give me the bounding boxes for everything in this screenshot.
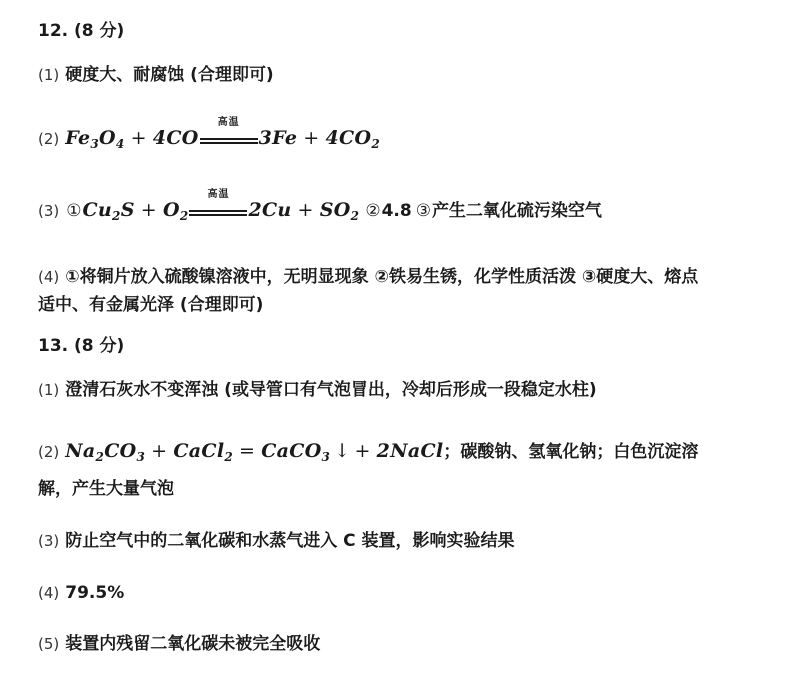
symbol-co: CO xyxy=(104,440,137,462)
mass-value: 4.8 xyxy=(381,201,412,221)
condition-label: 高温 xyxy=(217,117,240,128)
question-12-heading: 12. (8 分) xyxy=(38,21,125,41)
symbol-o: O xyxy=(99,127,116,149)
subscript: 2 xyxy=(179,209,189,223)
subscript: 3 xyxy=(321,450,331,464)
part-number: (3) xyxy=(38,532,60,550)
answer-text-continued: 解，产生大量气泡 xyxy=(38,479,174,499)
plus-sign: + xyxy=(303,127,320,149)
q13-part5 xyxy=(38,633,320,655)
answer-text: ；碳酸钠、氢氧化钠；白色沉淀溶 xyxy=(443,442,699,462)
q13-part3 xyxy=(38,530,515,552)
part-number: (1) xyxy=(38,66,60,84)
circled-three: ③ xyxy=(415,201,431,221)
coefficient: 4 xyxy=(325,127,340,149)
plus-sign: + xyxy=(354,440,371,462)
part-number: (1) xyxy=(38,381,60,399)
answer-text: 硬度大、耐腐蚀 (合理即可) xyxy=(65,65,274,85)
reaction-condition-equals xyxy=(200,117,258,150)
product-cu: 2Cu xyxy=(248,199,292,221)
q12-part4-line2 xyxy=(38,294,263,316)
circled-two: ② xyxy=(365,201,381,221)
plus-sign: + xyxy=(297,199,314,221)
plus-sign: + xyxy=(130,127,147,149)
q12-part2 xyxy=(38,117,380,151)
part-number: (4) xyxy=(38,268,60,286)
answer-text: 澄清石灰水不变浑浊 (或导管口有气泡冒出，冷却后形成一段稳定水柱) xyxy=(65,380,597,400)
answer-text: 防止空气中的二氧化碳和水蒸气进入 C 装置，影响实验结果 xyxy=(65,531,515,551)
symbol-cacl: CaCl xyxy=(173,440,225,462)
part-number: (5) xyxy=(38,635,60,653)
plus-sign: + xyxy=(140,199,157,221)
answer-text-continued: 适中、有金属光泽 (合理即可) xyxy=(38,295,264,315)
reaction-condition-equals xyxy=(189,189,247,222)
symbol-s: S xyxy=(120,199,135,221)
subscript: 2 xyxy=(371,137,380,151)
q12-part3 xyxy=(38,189,602,223)
symbol-cu: Cu xyxy=(82,199,113,221)
product-fe: 3Fe xyxy=(258,127,298,149)
subscript: 2 xyxy=(112,209,121,223)
part-number: (2) xyxy=(38,443,60,461)
subscript: 2 xyxy=(224,450,233,464)
q13-part2-line2 xyxy=(38,478,174,500)
symbol-co2: CO xyxy=(339,127,372,149)
symbol-o: O xyxy=(162,199,180,221)
part-number: (3) xyxy=(38,202,60,220)
symbol-co: CO xyxy=(166,127,199,149)
q13-part1 xyxy=(38,379,597,401)
equals-bar-bottom xyxy=(200,142,258,144)
coefficient: 4 xyxy=(152,127,167,149)
symbol-so: SO xyxy=(319,199,351,221)
subscript: 3 xyxy=(90,137,100,151)
subscript: 3 xyxy=(136,450,146,464)
reaction-equation xyxy=(65,117,380,151)
answer-text: ①将铜片放入硫酸镍溶液中，无明显现象 ②铁易生锈，化学性质活泼 ③硬度大、熔点 xyxy=(65,267,699,287)
subscript: 4 xyxy=(115,137,125,151)
q12-part4-line1 xyxy=(38,266,698,288)
symbol-caco: CaCO xyxy=(261,440,322,462)
q13-part4 xyxy=(38,582,124,604)
subscript: 2 xyxy=(350,209,360,223)
subscript: 2 xyxy=(95,450,105,464)
equals-sign: = xyxy=(239,440,256,462)
symbol-nacl: 2NaCl xyxy=(376,440,444,462)
circled-one: ① xyxy=(66,201,82,221)
answer-text: 装置内残留二氧化碳未被完全吸收 xyxy=(65,634,321,654)
reaction-equation xyxy=(82,189,360,223)
symbol-na: Na xyxy=(65,440,96,462)
precipitate-arrow-icon: ↓ xyxy=(334,440,351,462)
equals-bar-top xyxy=(189,210,247,212)
equals-bar-top xyxy=(200,138,258,140)
question-13-heading: 13. (8 分) xyxy=(38,336,125,356)
answer-text: 产生二氧化硫污染空气 xyxy=(431,201,602,221)
condition-label: 高温 xyxy=(207,189,230,200)
reaction-equation xyxy=(65,440,443,462)
equals-bar-bottom xyxy=(189,214,247,216)
q13-part2-line1 xyxy=(38,440,698,463)
answer-value: 79.5% xyxy=(65,583,125,603)
part-number: (4) xyxy=(38,584,60,602)
part-number: (2) xyxy=(38,130,60,148)
symbol-fe: Fe xyxy=(65,127,91,149)
plus-sign: + xyxy=(151,440,168,462)
q12-part1 xyxy=(38,64,274,86)
